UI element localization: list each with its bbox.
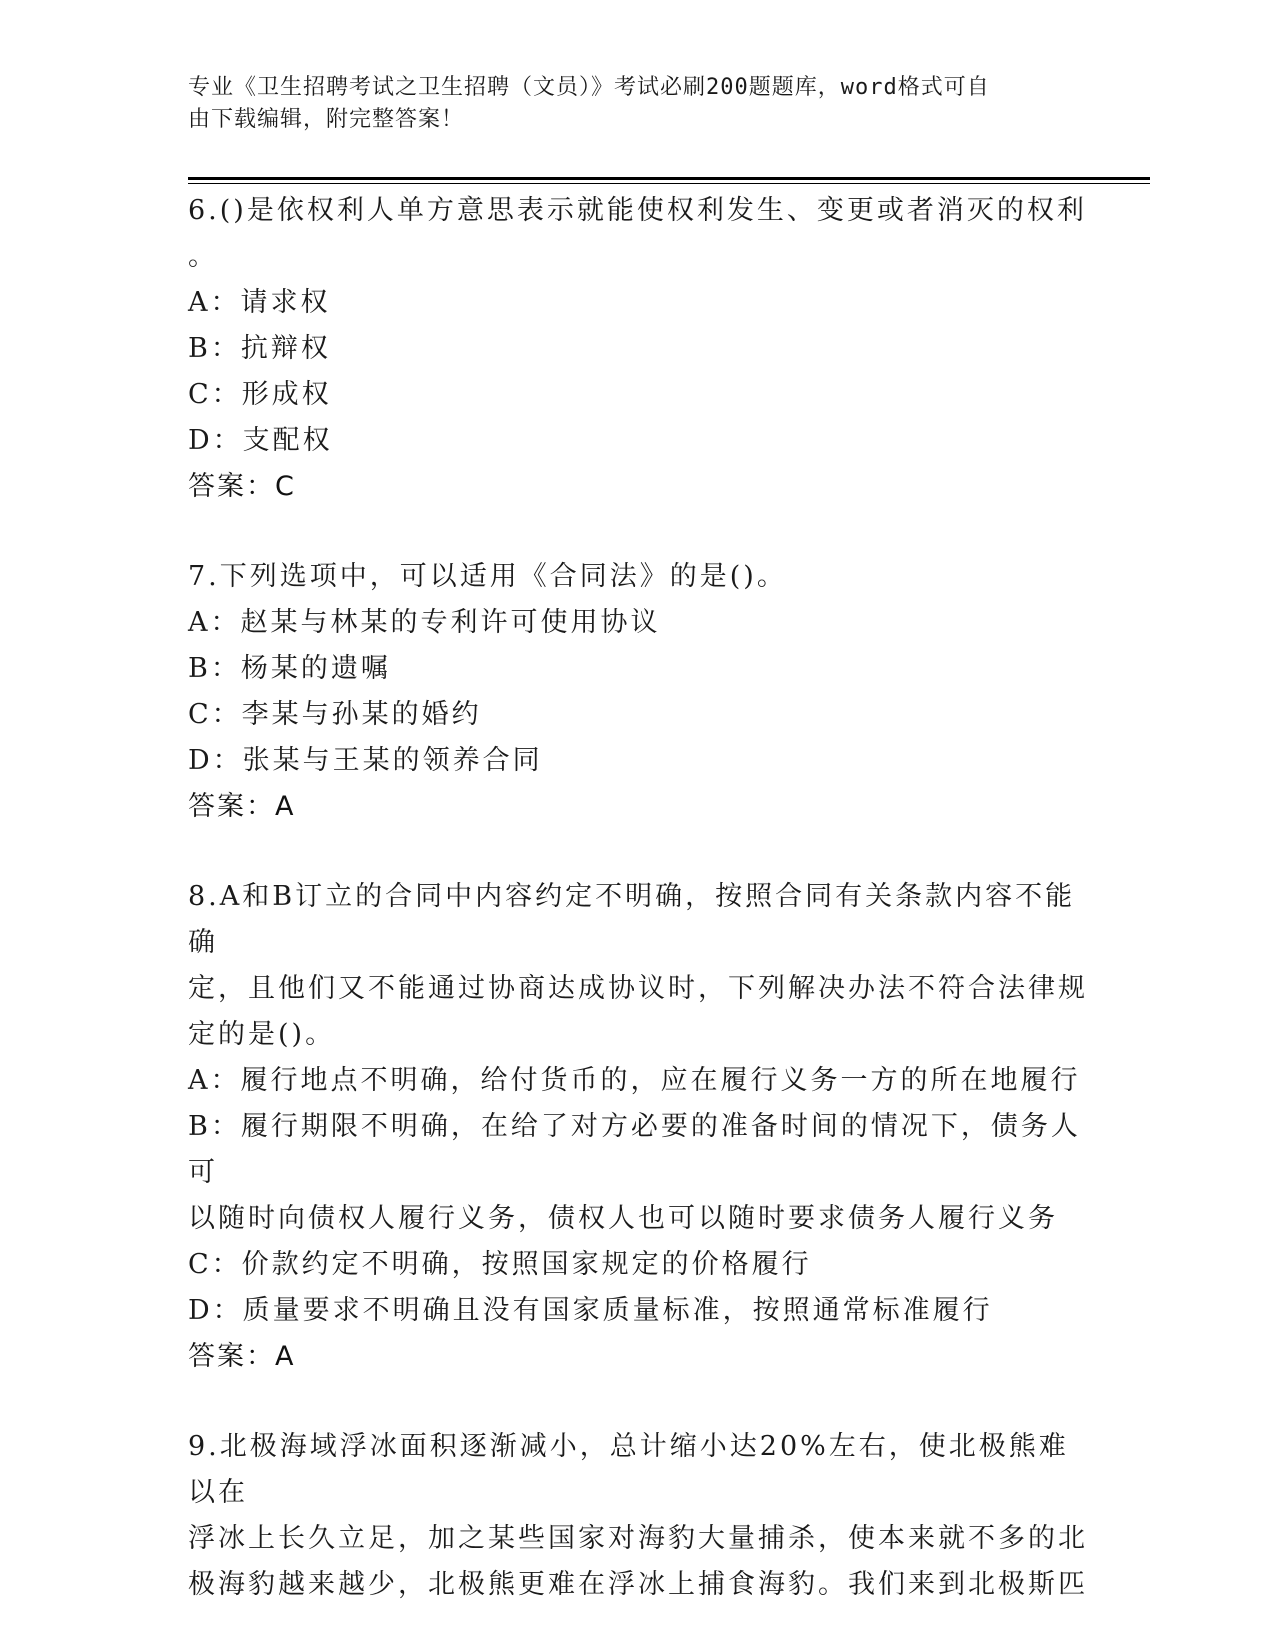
question-9-text-line-1: 9.北极海域浮冰面积逐渐减小，总计缩小达20%左右，使北极熊难以在	[188, 1431, 1069, 1508]
question-8-option-c: C：价款约定不明确，按照国家规定的价格履行	[188, 1249, 812, 1280]
question-8-text-line-2: 定，且他们又不能通过协商达成协议时，下列解决办法不符合法律规	[188, 973, 1088, 1004]
question-7-option-a: A：赵某与林某的专利许可使用协议	[188, 607, 661, 638]
header-title-line-2: 由下载编辑，附完整答案！	[188, 107, 465, 132]
question-8-option-d: D：质量要求不明确且没有国家质量标准，按照通常标准履行	[188, 1295, 993, 1326]
question-7-option-b: B：杨某的遗嘱	[188, 653, 391, 684]
question-6-option-a: A：请求权	[188, 287, 331, 318]
question-6-option-d: D：支配权	[188, 425, 333, 456]
question-9	[188, 1424, 1088, 1608]
header-divider-thick	[188, 177, 1150, 180]
question-6	[188, 188, 1088, 510]
question-8-option-a: A：履行地点不明确，给付货币的，应在履行义务一方的所在地履行	[188, 1065, 1081, 1096]
question-8-option-b-continued: 以随时向债权人履行义务，债权人也可以随时要求债务人履行义务	[188, 1203, 1058, 1234]
question-6-option-b: B：抗辩权	[188, 333, 331, 364]
header-divider-thin	[188, 183, 1150, 184]
question-7-option-d: D：张某与王某的领养合同	[188, 745, 543, 776]
question-8-answer: 答案：A	[188, 1341, 296, 1372]
question-7-text-line-1: 7.下列选项中，可以适用《合同法》的是()。	[188, 561, 787, 592]
question-7	[188, 554, 1088, 830]
question-6-answer: 答案：C	[188, 471, 296, 502]
question-7-answer: 答案：A	[188, 791, 296, 822]
question-9-text-line-2: 浮冰上长久立足，加之某些国家对海豹大量捕杀，使本来就不多的北	[188, 1523, 1088, 1554]
question-8-option-b: B：履行期限不明确，在给了对方必要的准备时间的情况下，债务人可	[188, 1111, 1081, 1188]
question-list	[188, 188, 1088, 1608]
question-7-option-c: C：李某与孙某的婚约	[188, 699, 482, 730]
question-8-text-line-1: 8.A和B订立的合同中内容约定不明确，按照合同有关条款内容不能确	[188, 881, 1076, 958]
header-title-line-1: 专业《卫生招聘考试之卫生招聘（文员）》考试必刷200题题库，word格式可自	[188, 75, 990, 100]
question-8-text-line-3: 定的是()。	[188, 1019, 336, 1050]
question-6-text-line-2: 。	[188, 241, 218, 272]
question-8	[188, 874, 1088, 1380]
question-9-text-line-3: 极海豹越来越少，北极熊更难在浮冰上捕食海豹。我们来到北极斯匹	[188, 1569, 1088, 1600]
question-6-text-line-1: 6.()是依权利人单方意思表示就能使权利发生、变更或者消灭的权利	[188, 195, 1087, 226]
question-6-option-c: C：形成权	[188, 379, 332, 410]
document-header	[188, 72, 1068, 136]
